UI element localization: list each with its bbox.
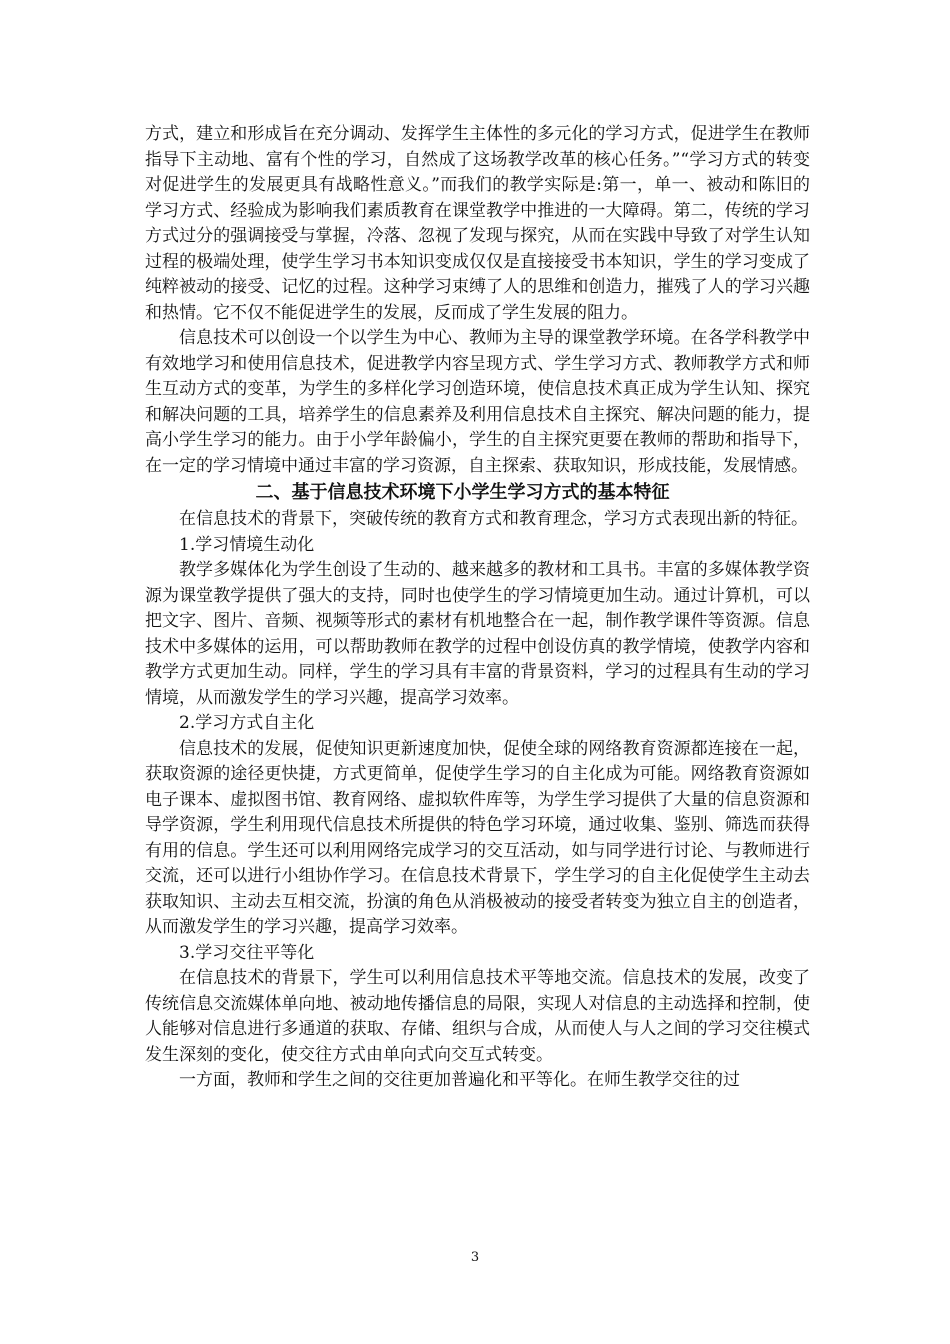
closing-paragraph: 一方面，教师和学生之间的交往更加普遍化和平等化。在师生教学交往的过 (179, 1070, 740, 1090)
document-page (145, 122, 810, 1094)
page-number: 3 (470, 1250, 480, 1265)
paragraph-information-technology-environment: 信息技术可以创设一个以学生为中心、教师为主导的课堂教学环境。在各学科教学中有效地学习和使用信息技术，促进教学内容呈现方式、学生学习方式、教师教学方式和师生互动方式的变革，为学生的多样化学习创造环境，使信息技术真正成为学生认知、探究和解决问题的工具，培养学生的信息素养及利用信息技术自主探究、解决问题的能力，提高小学生学习的能力。由于小学年龄偏小，学生的自主探究更要在教师的帮助和指导下，在一定的学习情境中通过丰富的学习资源，自主探索、获取知识，形成技能，发展情感。 (145, 328, 810, 476)
section-heading: 二、基于信息技术环境下小学生学习方式的基本特征 (255, 482, 670, 503)
subsection-title-3: 3.学习交往平等化 (179, 942, 315, 963)
subsection-paragraph-2: 信息技术的发展，促使知识更新速度加快，促使全球的网络教育资源都连接在一起，获取资源的途径更快捷，方式更简单，促使学生学习的自主化成为可能。网络教育资源如电子课本、虚拟图书馆、教育网络、虚拟软件库等，为学生学习提供了大量的信息资源和导学资源，学生利用现代信息技术所提供的特色学习环境，通过收集、鉴别、筛选而获得有用的信息。学生还可以利用网络完成学习的交互活动，如与同学进行讨论、与教师进行交流，还可以进行小组协作学习。在信息技术背景下，学生学习的自主化促使学生主动去获取知识、主动去互相交流，扮演的角色从消极被动的接受者转变为独立自主的创造者，从而激发学生的学习兴趣，提高学习效率。 (145, 738, 810, 937)
section-intro-paragraph: 在信息技术的背景下，突破传统的教育方式和教育理念，学习方式表现出新的特征。 (179, 509, 808, 529)
subsection-paragraph-3: 在信息技术的背景下，学生可以利用信息技术平等地交流。信息技术的发展，改变了传统信息交流媒体单向地、被动地传播信息的局限，实现人对信息的主动选择和控制，使人能够对信息进行多通道的获取、存储、组织与合成，从而使人与人之间的学习交往模式发生深刻的变化，使交往方式由单向式向交互式转变。 (145, 968, 810, 1065)
subsection-title-1: 1.学习情境生动化 (179, 534, 315, 555)
subsection-title-2: 2.学习方式自主化 (179, 713, 315, 733)
subsection-paragraph-1: 教学多媒体化为学生创设了生动的、越来越多的教材和工具书。丰富的多媒体教学资源为课堂教学提供了强大的支持，同时也使学生的学习情境更加生动。通过计算机，可以把文字、图片、音频、视频等形式的素材有机地整合在一起，制作教学课件等资源。信息技术中多媒体的运用，可以帮助教师在教学的过程中创设仿真的教学情境，使教学内容和教学方式更加生动。同样，学生的学习具有丰富的背景资料，学习的过程具有生动的学习情境，从而激发学生的学习兴趣，提高学习效率。 (145, 560, 810, 708)
paragraph-learning-method-reform: 方式，建立和形成旨在充分调动、发挥学生主体性的多元化的学习方式，促进学生在教师指导下主动地、富有个性的学习，自然成了这场教学改革的核心任务。”“学习方式的转变对促进学生的发展更具有战略性意义。”而我们的教学实际是:第一，单一、被动和陈旧的学习方式、经验成为影响我们素质教育在课堂教学中推进的一大障碍。第二，传统的学习方式过分的强调接受与掌握，冷落、忽视了发现与探究，从而在实践中导致了对学生认知过程的极端处理，使学生学习书本知识变成仅仅是直接接受书本知识，学生的学习变成了纯粹被动的接受、记忆的过程。这种学习束缚了人的思维和创造力，摧残了人的学习兴趣和热情。它不仅不能促进学生的发展，反而成了学生发展的阻力。 (145, 124, 810, 323)
